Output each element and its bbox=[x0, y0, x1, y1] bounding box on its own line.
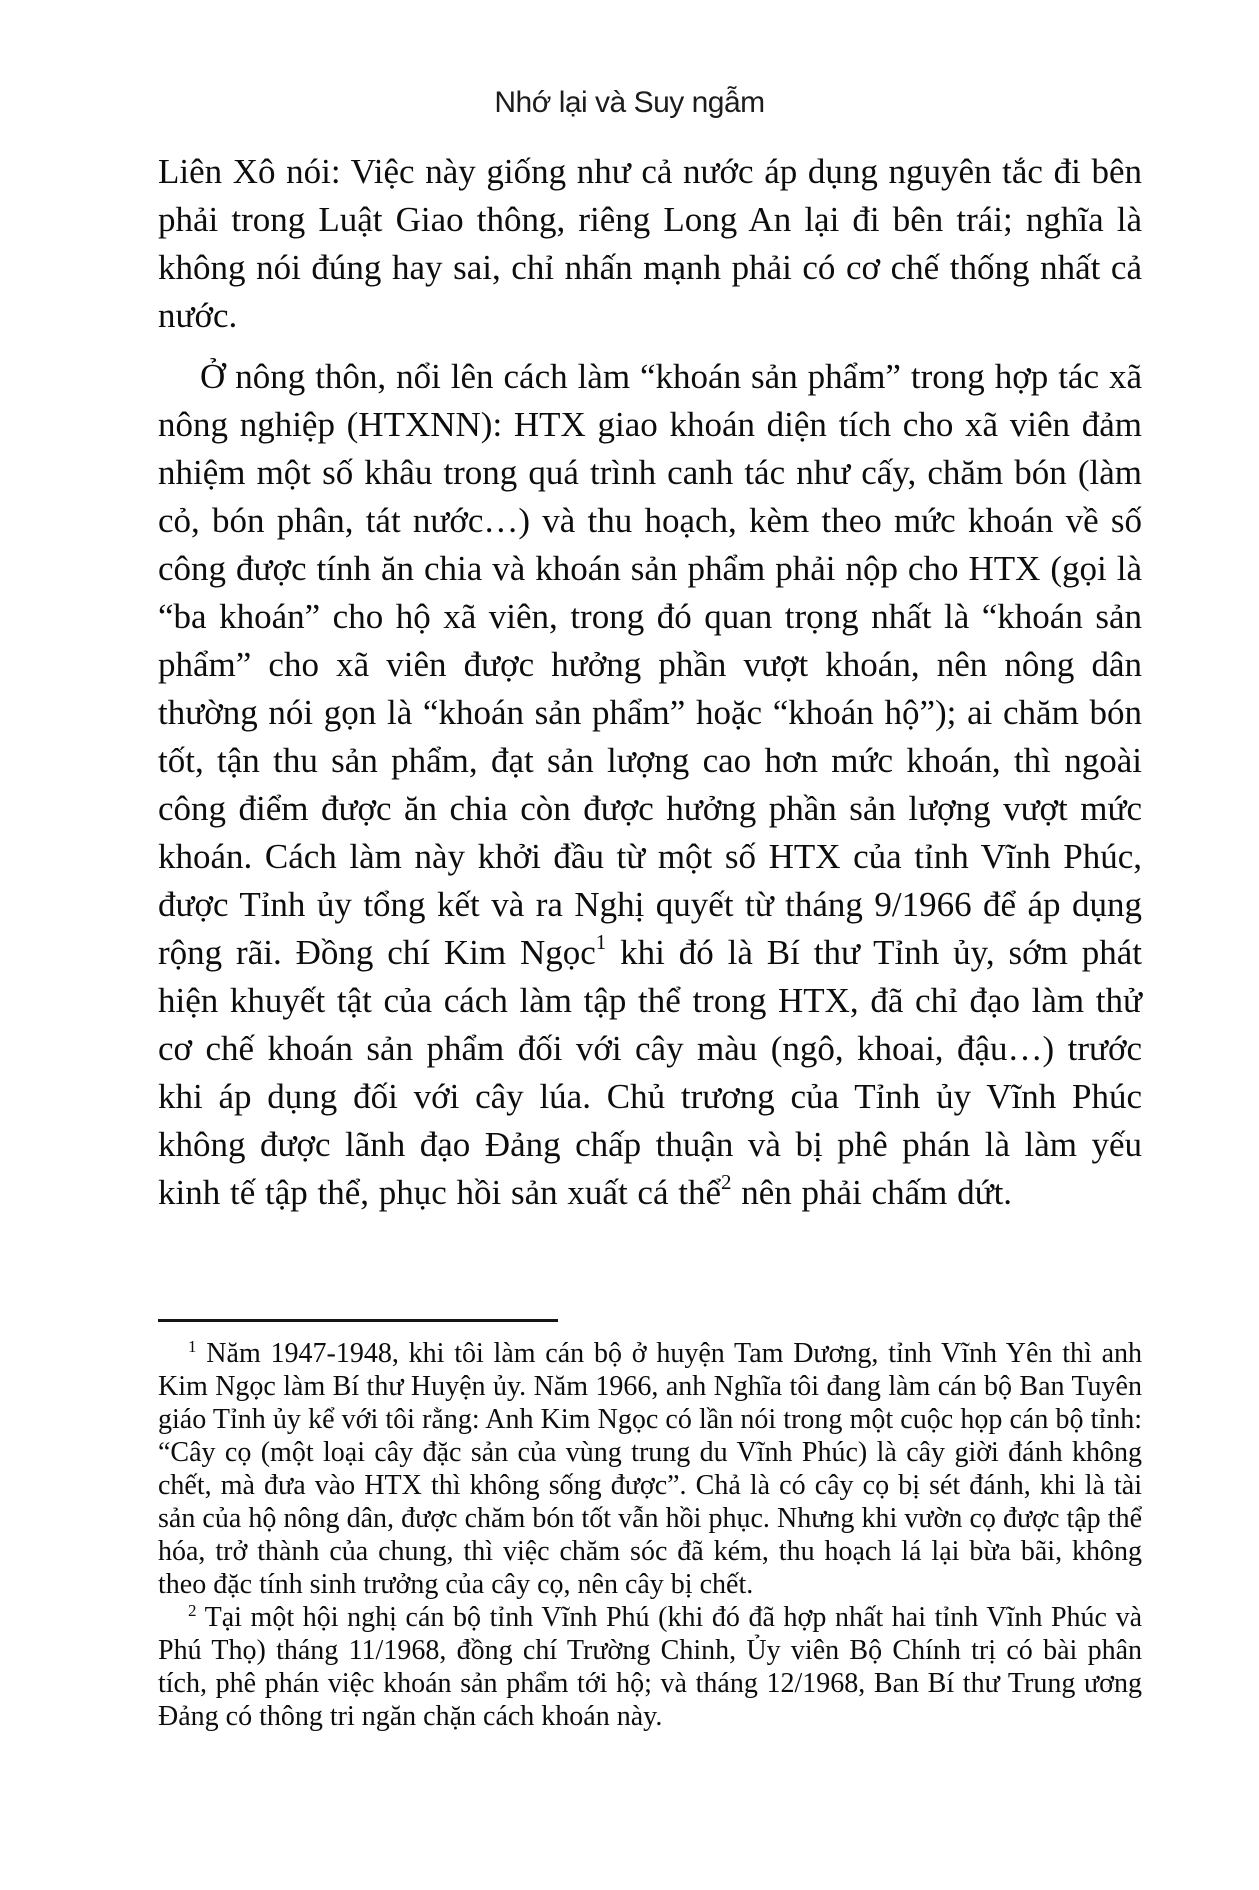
paragraph-continuation bbox=[158, 148, 1142, 340]
footnote-separator-rule bbox=[158, 1319, 558, 1322]
paragraph-text: Liên Xô nói: Việc này giống như cả nước áp dụng nguyên tắc đi bên phải trong Luật Giao thông, riêng Long An lại đi bên trái; nghĩa là không nói đúng hay sai, chỉ nhấn mạnh phải có cơ chế thống nhất cả nước. bbox=[158, 152, 1142, 335]
footnote-2 bbox=[158, 1601, 1142, 1733]
footnote-text: Năm 1947-1948, khi tôi làm cán bộ ở huyện Tam Dương, tỉnh Vĩnh Yên thì anh Kim Ngọc làm Bí thư Huyện ủy. Năm 1966, anh Nghĩa tôi đang làm cán bộ Ban Tuyên giáo Tỉnh ủy kể với tôi rằng: Anh Kim Ngọc có lần nói trong một cuộc họp cán bộ tỉnh: “Cây cọ (một loại cây đặc sản của vùng trung du Vĩnh Phúc) là cây giời đánh không chết, mà đưa vào HTX thì không sống được”. Chả là có cây cọ bị sét đánh, khi là tài sản của hộ nông dân, được chăm bón tốt vẫn hồi phục. Nhưng khi vườn cọ được tập thể hóa, trở thành của chung, thì việc chăm sóc đã kém, thu hoạch lá lại bừa bãi, không theo đặc tính sinh trưởng của cây cọ, nên cây bị chết. bbox=[158, 1338, 1142, 1600]
footnote-marker-1: 1 bbox=[188, 1337, 197, 1356]
footnote-text: Tại một hội nghị cán bộ tỉnh Vĩnh Phú (khi đó đã hợp nhất hai tỉnh Vĩnh Phúc và Phú Thọ) tháng 11/1968, đồng chí Trường Chinh, Ủy viên Bộ Chính trị có bài phân tích, phê phán việc khoán sản phẩm tới hộ; và tháng 12/1968, Ban Bí thư Trung ương Đảng có thông tri ngăn chặn cách khoán này. bbox=[158, 1602, 1142, 1732]
running-header: Nhớ lại và Suy ngẫm bbox=[494, 86, 765, 119]
paragraph-text: khi đó là Bí thư Tỉnh ủy, sớm phát hiện khuyết tật của cách làm tập thể trong HTX, đã chỉ đạo làm thử cơ chế khoán sản phẩm đối với cây màu (ngô, khoai, đậu…) trước khi áp dụng đối với cây lúa. Chủ trương của Tỉnh ủy Vĩnh Phúc không được lãnh đạo Đảng chấp thuận và bị phê phán là làm yếu kinh tế tập thể, phục hồi sản xuất cá thể bbox=[158, 933, 1142, 1212]
paragraph-khoan-san-pham bbox=[158, 353, 1142, 1217]
paragraph-text: nên phải chấm dứt. bbox=[731, 1173, 1013, 1212]
footnote-marker-2: 2 bbox=[188, 1601, 197, 1620]
body-text-block bbox=[158, 148, 1142, 1217]
footnote-reference-2: 2 bbox=[721, 1170, 732, 1194]
paragraph-text: Ở nông thôn, nổi lên cách làm “khoán sản phẩm” trong hợp tác xã nông nghiệp (HTXNN): HTX giao khoán diện tích cho xã viên đảm nhiệm một số khâu trong quá trình canh tác như cấy, chăm bón (làm cỏ, bón phân, tát nước…) và thu hoạch, kèm theo mức khoán về số công được tính ăn chia và khoán sản phẩm phải nộp cho HTX (gọi là “ba khoán” cho hộ xã viên, trong đó quan trọng nhất là “khoán sản phẩm” cho xã viên được hưởng phần vượt khoán, nên nông dân thường nói gọn là “khoán sản phẩm” hoặc “khoán hộ”); ai chăm bón tốt, tận thu sản phẩm, đạt sản lượng cao hơn mức khoán, thì ngoài công điểm được ăn chia còn được hưởng phần sản lượng vượt mức khoán. Cách làm này khởi đầu từ một số HTX của tỉnh Vĩnh Phúc, được Tỉnh ủy tổng kết và ra Nghị quyết từ tháng 9/1966 để áp dụng rộng rãi. Đồng chí Kim Ngọc bbox=[158, 357, 1142, 972]
footnotes-block bbox=[158, 1337, 1142, 1733]
footnote-1 bbox=[158, 1337, 1142, 1601]
footnote-reference-1: 1 bbox=[595, 930, 607, 954]
